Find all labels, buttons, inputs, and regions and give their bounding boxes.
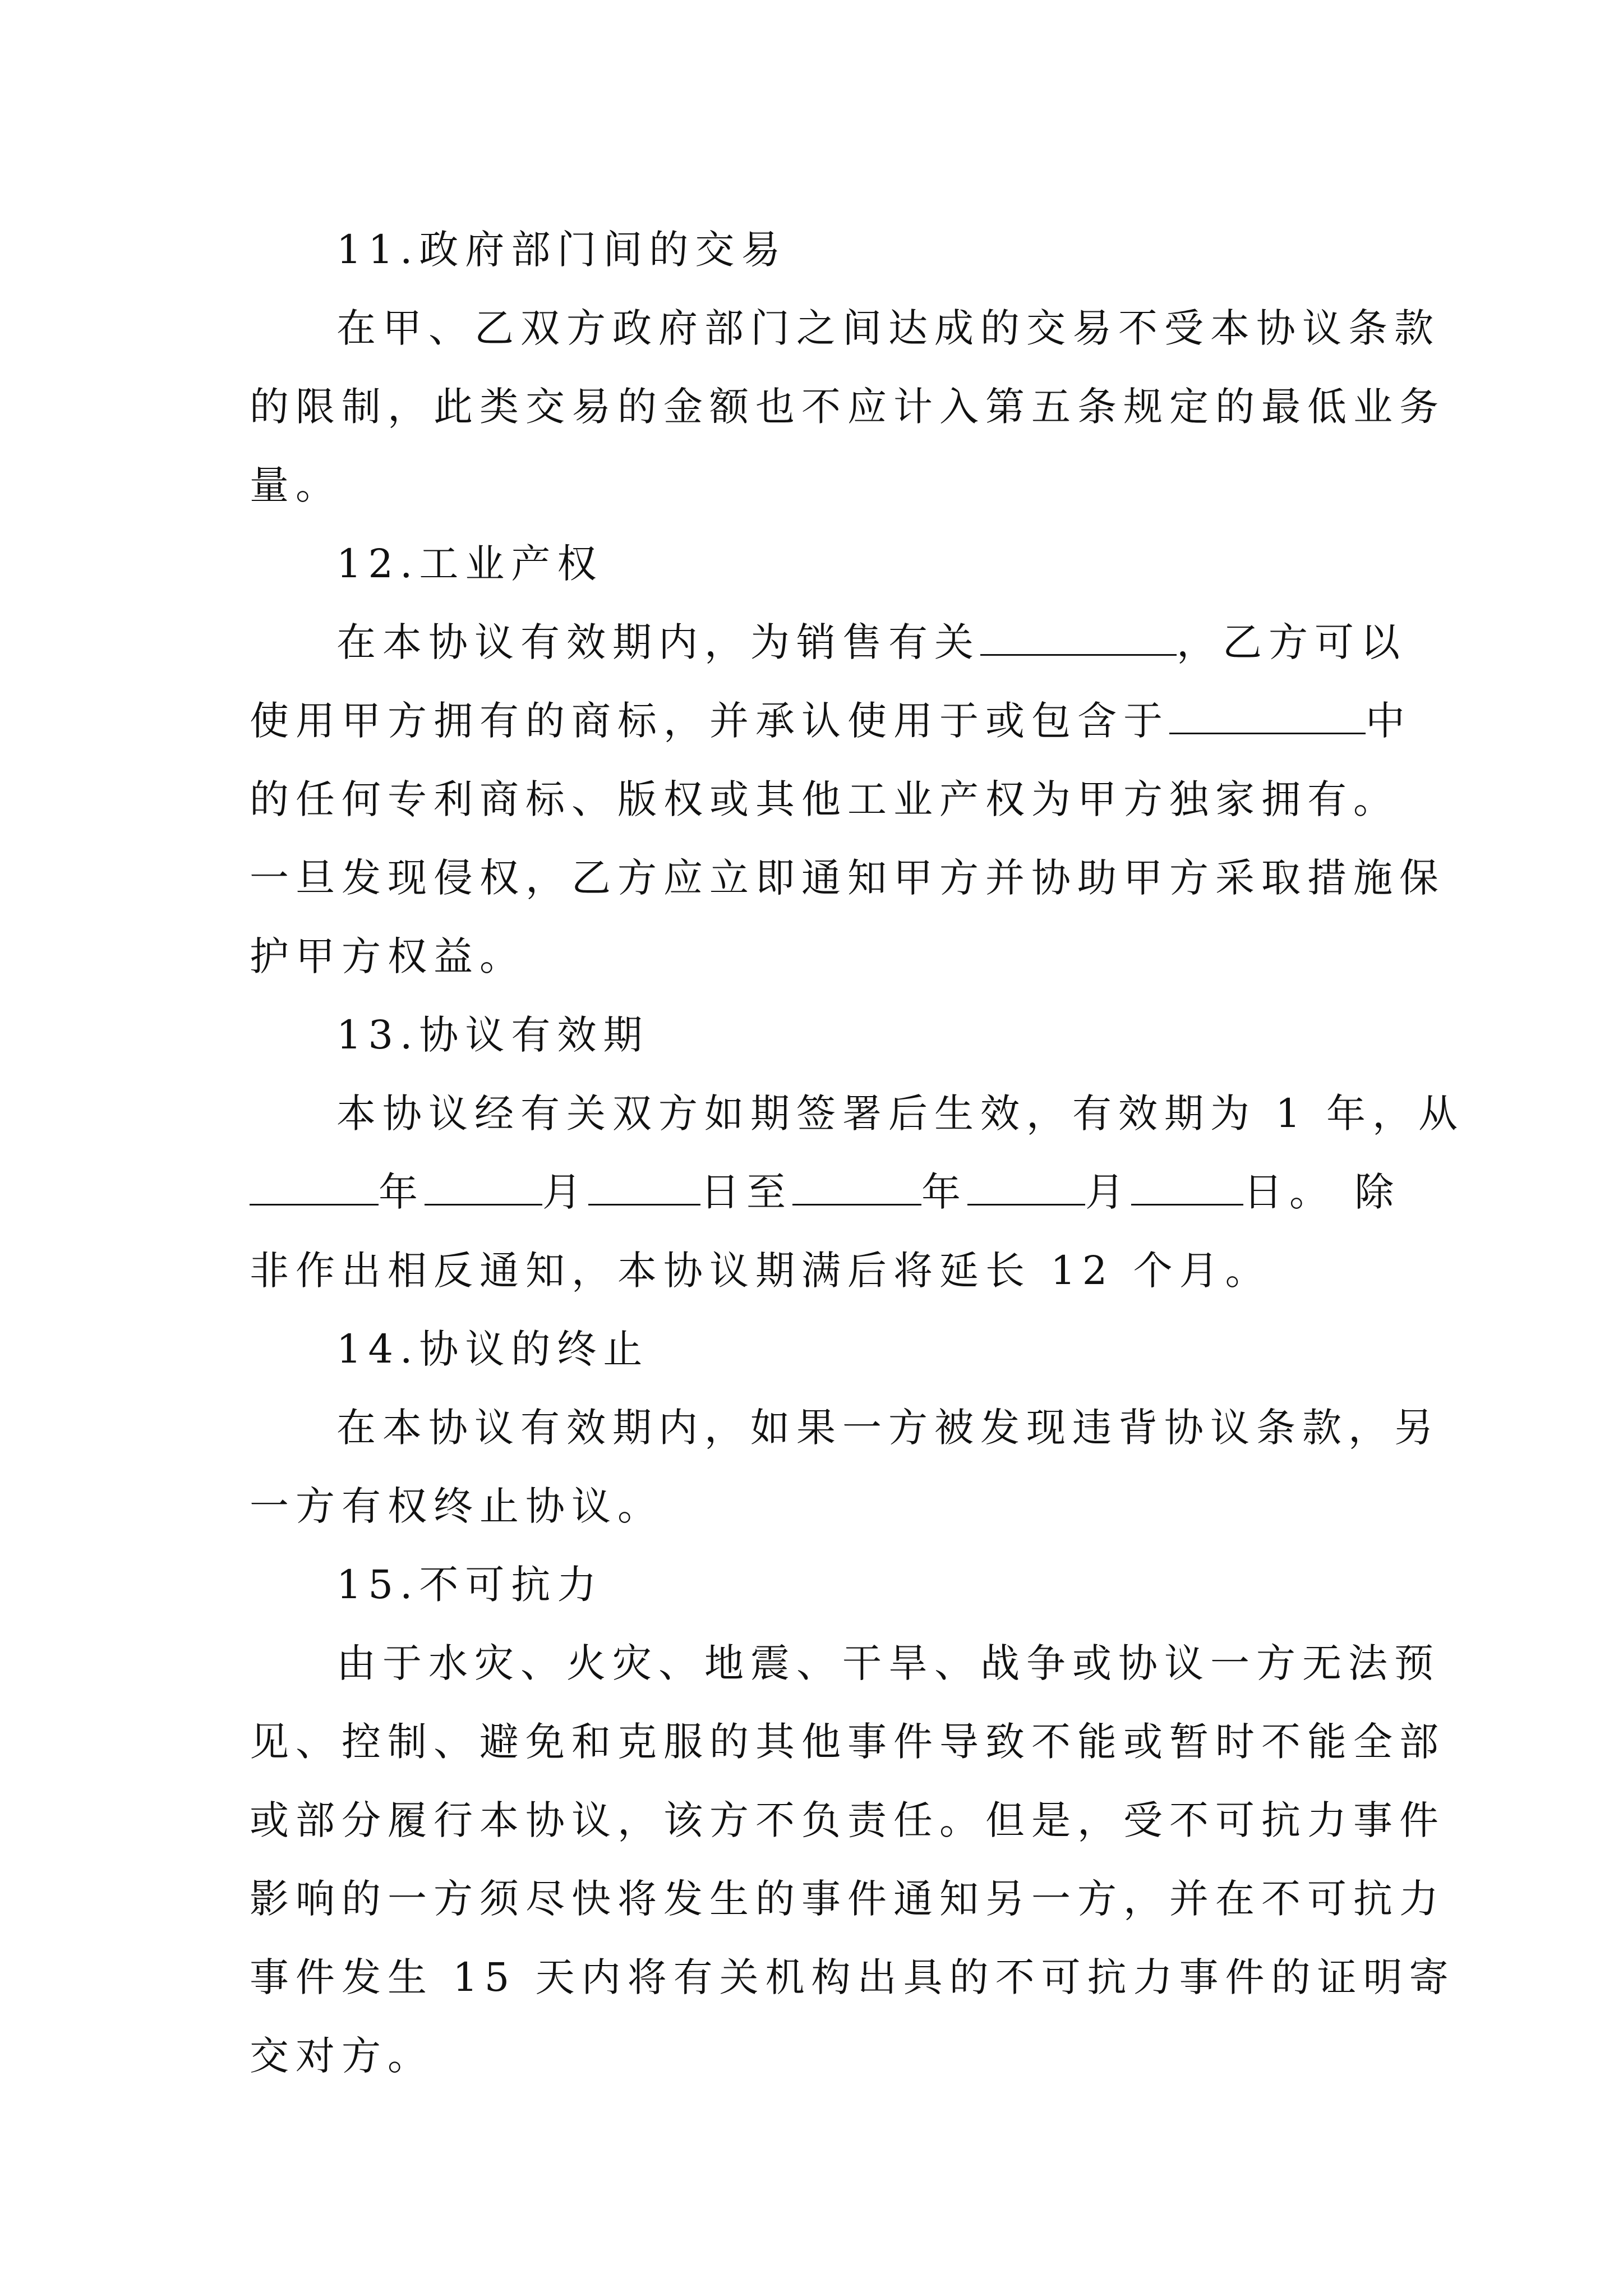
section-15-heading: 15.不可抗力 — [336, 1562, 603, 1608]
fill-in-blank-product-2[interactable] — [1169, 696, 1366, 735]
paragraph-line: 一方有权终止协议。 — [250, 1483, 663, 1529]
paragraph-line: 影响的一方须尽快将发生的事件通知另一方，并在不可抗力 — [250, 1876, 1445, 1922]
text-segment: ，乙方可以 — [1177, 619, 1407, 665]
paragraph-line — [250, 682, 1412, 760]
paragraph-line: 本协议经有关双方如期签署后生效，有效期为 1 年，从 — [336, 1091, 1465, 1137]
fill-in-blank-end-day[interactable] — [1131, 1167, 1243, 1206]
text-segment: 月 — [542, 1169, 588, 1215]
fill-in-blank-end-month[interactable] — [967, 1167, 1085, 1206]
paragraph-line: 非作出相反通知，本协议期满后将延长 12 个月。 — [250, 1248, 1271, 1294]
paragraph-line: 的任何专利商标、版权或其他工业产权为甲方独家拥有。 — [250, 776, 1399, 822]
paragraph-line: 一旦发现侵权，乙方应立即通知甲方并协助甲方采取措施保 — [250, 855, 1445, 901]
paragraph-line: 见、控制、避免和克服的其他事件导致不能或暂时不能全部 — [250, 1719, 1445, 1765]
text-segment: 日。 除 — [1243, 1169, 1401, 1215]
section-12-heading: 12.工业产权 — [336, 541, 603, 587]
fill-in-blank-start-year[interactable] — [250, 1167, 379, 1206]
text-segment: 使用甲方拥有的商标，并承认使用于或包含于 — [250, 698, 1169, 744]
fill-in-blank-start-month[interactable] — [425, 1167, 542, 1206]
paragraph-line — [250, 603, 1407, 682]
text-segment: 年 — [379, 1169, 425, 1215]
section-13-heading: 13.协议有效期 — [336, 1012, 649, 1058]
paragraph-line: 或部分履行本协议，该方不负责任。但是，受不可抗力事件 — [250, 1797, 1445, 1843]
text-segment: 日至 — [700, 1169, 792, 1215]
paragraph-line: 事件发生 15 天内将有关机构出具的不可抗力事件的证明寄 — [250, 1954, 1455, 2000]
paragraph-line: 护甲方权益。 — [250, 933, 525, 979]
text-segment: 月 — [1085, 1169, 1131, 1215]
fill-in-blank-product[interactable] — [980, 617, 1177, 656]
paragraph-line: 在本协议有效期内，如果一方被发现违背协议条款，另 — [336, 1405, 1440, 1451]
paragraph-line: 由于水灾、火灾、地震、干旱、战争或协议一方无法预 — [336, 1640, 1440, 1686]
paragraph-line: 量。 — [250, 462, 342, 508]
text-segment: 中 — [1366, 698, 1412, 744]
section-11-heading: 11.政府部门间的交易 — [336, 227, 787, 273]
date-range-line — [250, 1153, 1401, 1231]
text-segment: 年 — [921, 1169, 967, 1215]
section-14-heading: 14.协议的终止 — [336, 1326, 649, 1372]
document-body — [250, 210, 1465, 2095]
fill-in-blank-start-day[interactable] — [588, 1167, 700, 1206]
paragraph-line: 交对方。 — [250, 2033, 434, 2079]
text-segment: 在本协议有效期内，为销售有关 — [336, 619, 980, 665]
fill-in-blank-end-year[interactable] — [792, 1167, 921, 1206]
paragraph-line: 在甲、乙双方政府部门之间达成的交易不受本协议条款 — [336, 305, 1440, 351]
paragraph-line: 的限制，此类交易的金额也不应计入第五条规定的最低业务 — [250, 384, 1445, 430]
